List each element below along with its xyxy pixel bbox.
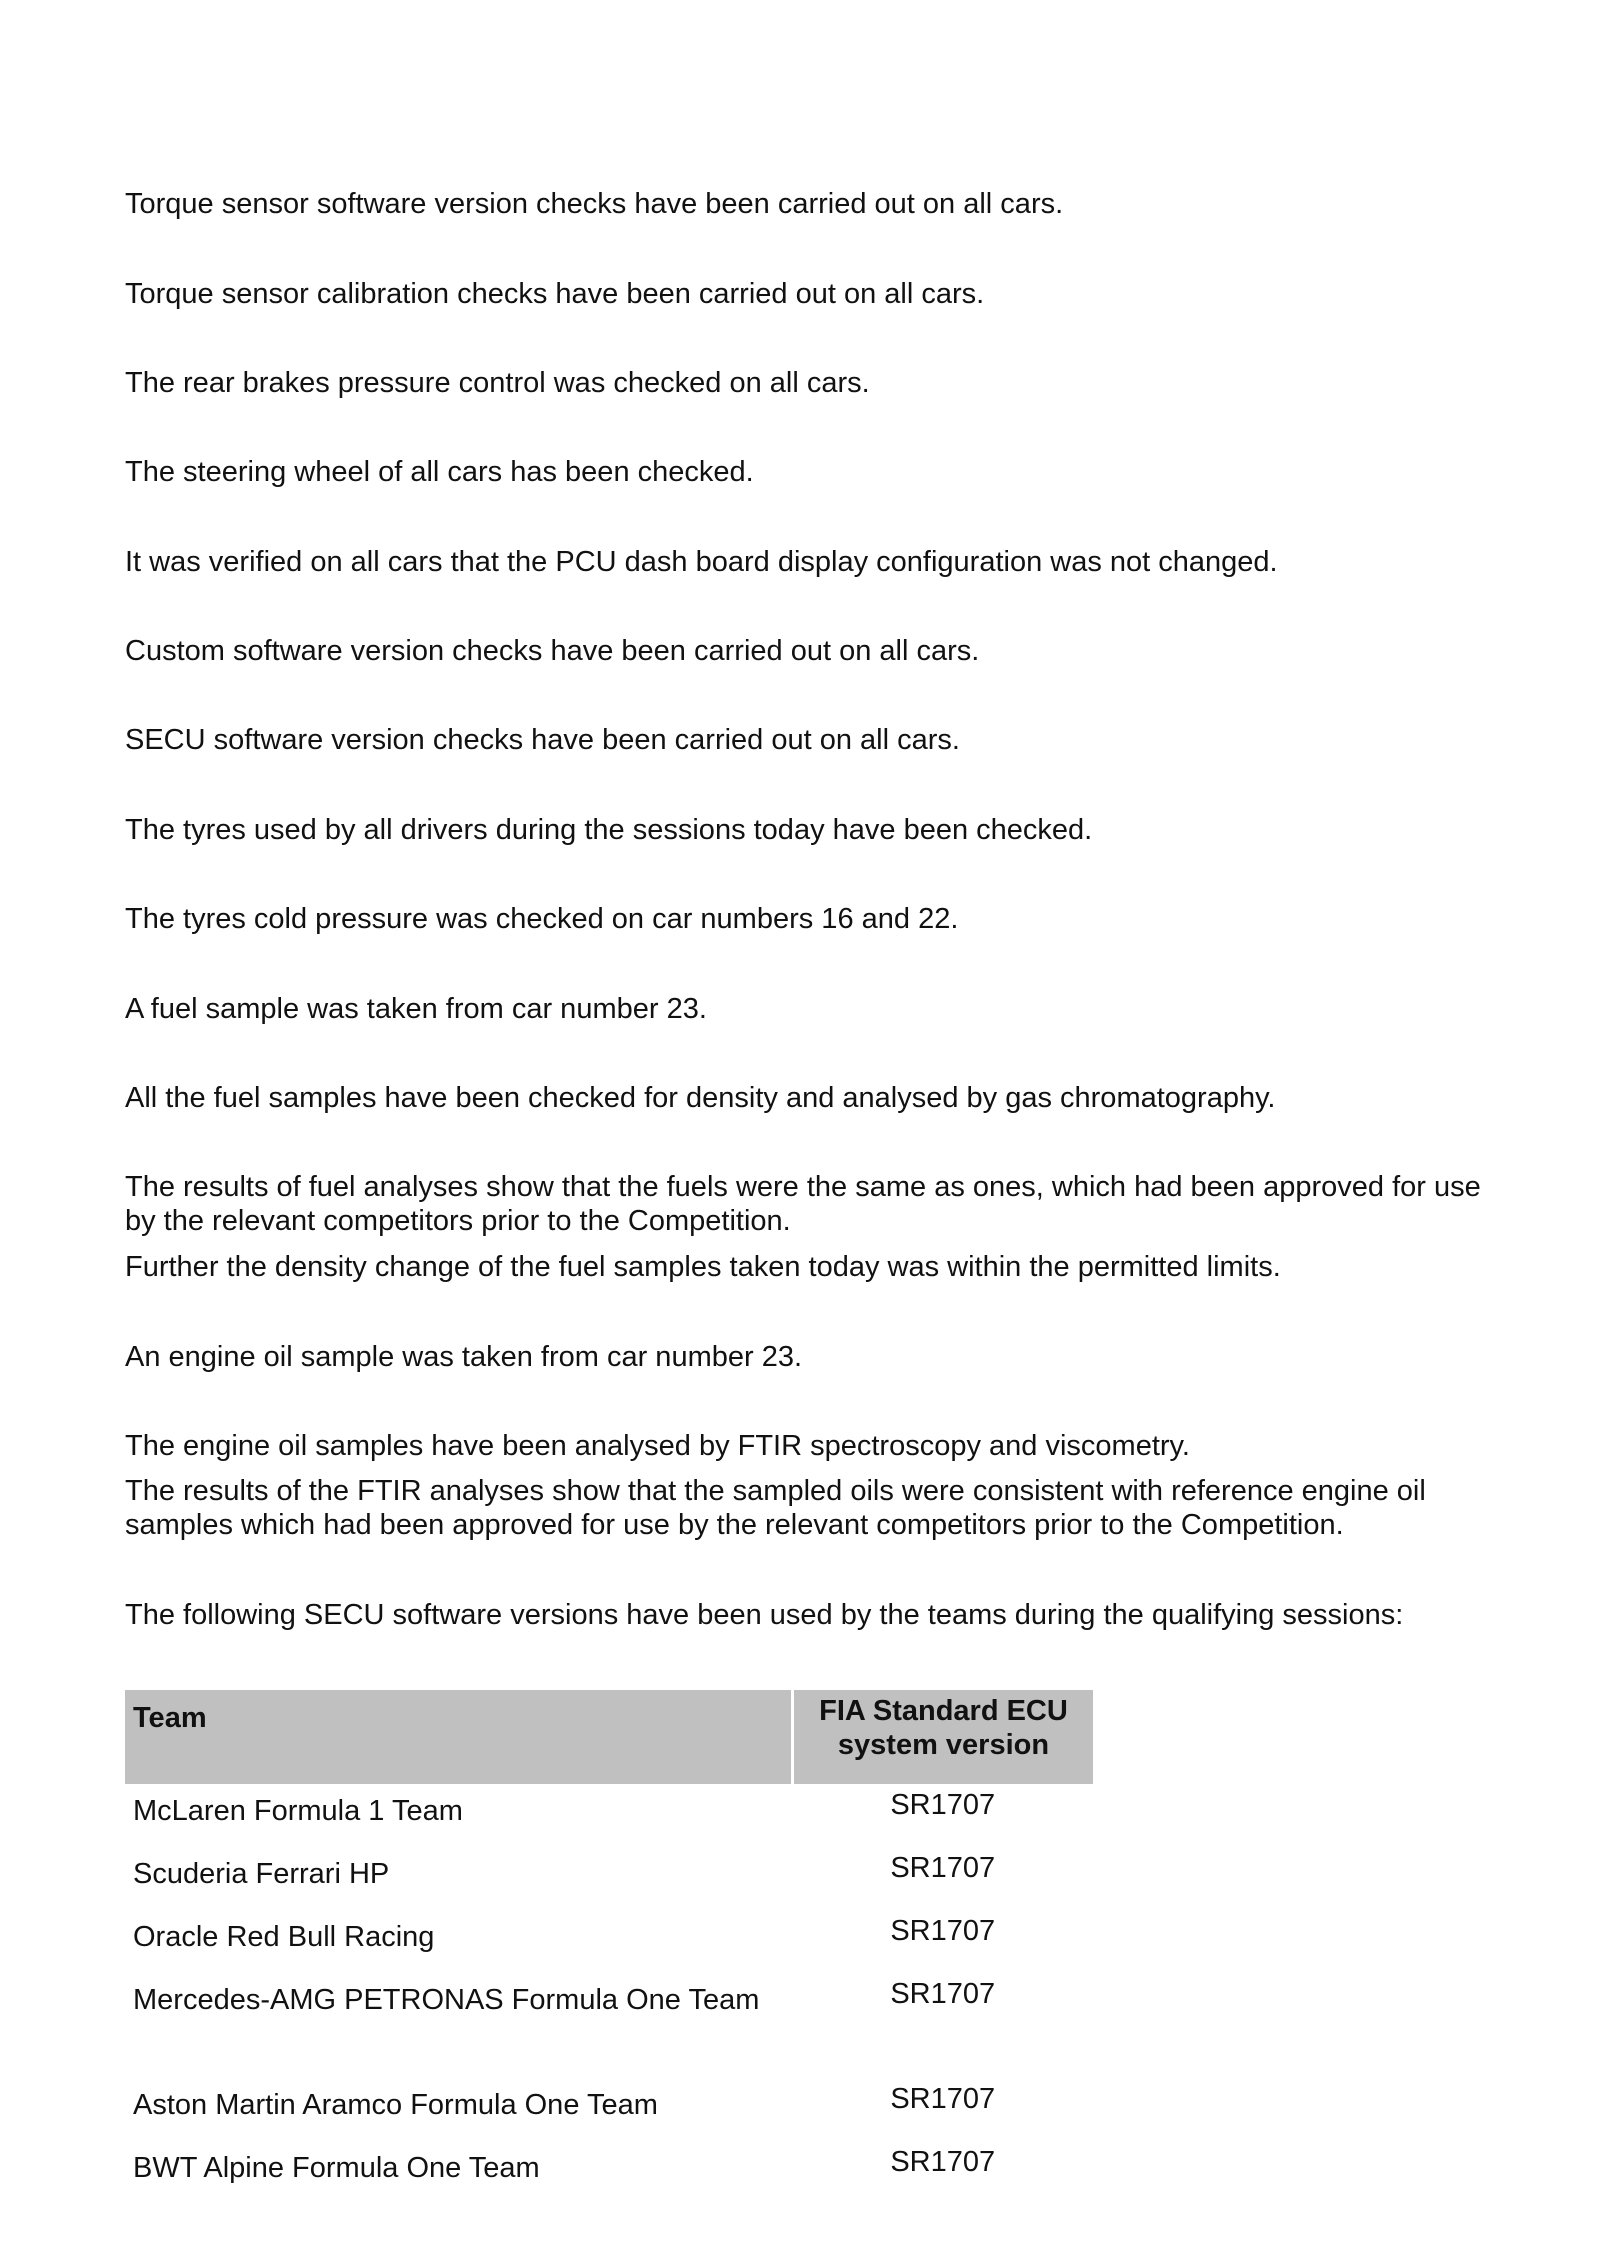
paragraph-custom-software: Custom software version checks have been carried out on all cars.	[125, 635, 980, 667]
paragraph-pcu-dashboard: It was verified on all cars that the PCU dash board display configuration was not changed.	[125, 546, 1278, 578]
paragraph-oil-analysis: The engine oil samples have been analysed by FTIR spectroscopy and viscometry.	[125, 1430, 1190, 1462]
paragraph-fuel-density: All the fuel samples have been checked for density and analysed by gas chromatography.	[125, 1082, 1276, 1114]
version-value: SR1707	[890, 1915, 996, 1947]
table-row	[125, 1847, 1093, 1910]
table-header-row	[125, 1690, 1093, 1784]
paragraph-tyres-cold-pressure: The tyres cold pressure was checked on car numbers 16 and 22.	[125, 903, 959, 935]
paragraph-rear-brakes: The rear brakes pressure control was checked on all cars.	[125, 367, 870, 399]
secu-versions-table	[125, 1690, 1093, 2204]
version-value: SR1707	[890, 1789, 996, 1821]
version-value: SR1707	[890, 2146, 996, 2178]
paragraph-secu-intro: The following SECU software versions have been used by the teams during the qualifying sessions:	[125, 1599, 1404, 1631]
table-row	[125, 1784, 1093, 1847]
paragraph-secu-software: SECU software version checks have been carried out on all cars.	[125, 724, 960, 756]
team-name: McLaren Formula 1 Team	[133, 1795, 463, 1827]
paragraph-ftir-results: The results of the FTIR analyses show that the sampled oils were consistent with reference engine oil samples which had been approved for use by the relevant competitors prior to the Competition.	[125, 1475, 1426, 1541]
paragraph-torque-calibration: Torque sensor calibration checks have been carried out on all cars.	[125, 278, 985, 310]
paragraph-density-change: Further the density change of the fuel samples taken today was within the permitted limits.	[125, 1251, 1281, 1283]
team-column-header: Team	[125, 1690, 793, 1784]
version-column-header: FIA Standard ECU system version	[793, 1690, 1094, 1784]
version-value: SR1707	[890, 2083, 996, 2115]
paragraph-fuel-results: The results of fuel analyses show that the fuels were the same as ones, which had been approved for use by the relevant competitors prior to the Competition.	[125, 1171, 1481, 1237]
version-value: SR1707	[890, 1852, 996, 1884]
paragraph-fuel-sample: A fuel sample was taken from car number 23.	[125, 993, 707, 1025]
table-row	[125, 1910, 1093, 1973]
paragraph-oil-sample: An engine oil sample was taken from car number 23.	[125, 1341, 803, 1373]
paragraph-tyres-used: The tyres used by all drivers during the sessions today have been checked.	[125, 814, 1093, 846]
team-name: Mercedes-AMG PETRONAS Formula One Team	[133, 1984, 760, 2016]
paragraph-torque-software: Torque sensor software version checks have been carried out on all cars.	[125, 188, 1064, 220]
paragraph-steering-wheel: The steering wheel of all cars has been checked.	[125, 456, 754, 488]
team-name: Scuderia Ferrari HP	[133, 1858, 390, 1890]
team-name: Aston Martin Aramco Formula One Team	[133, 2089, 658, 2121]
version-value: SR1707	[890, 1978, 996, 2010]
table-row	[125, 1973, 1093, 2078]
team-name: Oracle Red Bull Racing	[133, 1921, 435, 1953]
table-row	[125, 2078, 1093, 2141]
table-row	[125, 2141, 1093, 2204]
team-name: BWT Alpine Formula One Team	[133, 2152, 540, 2184]
